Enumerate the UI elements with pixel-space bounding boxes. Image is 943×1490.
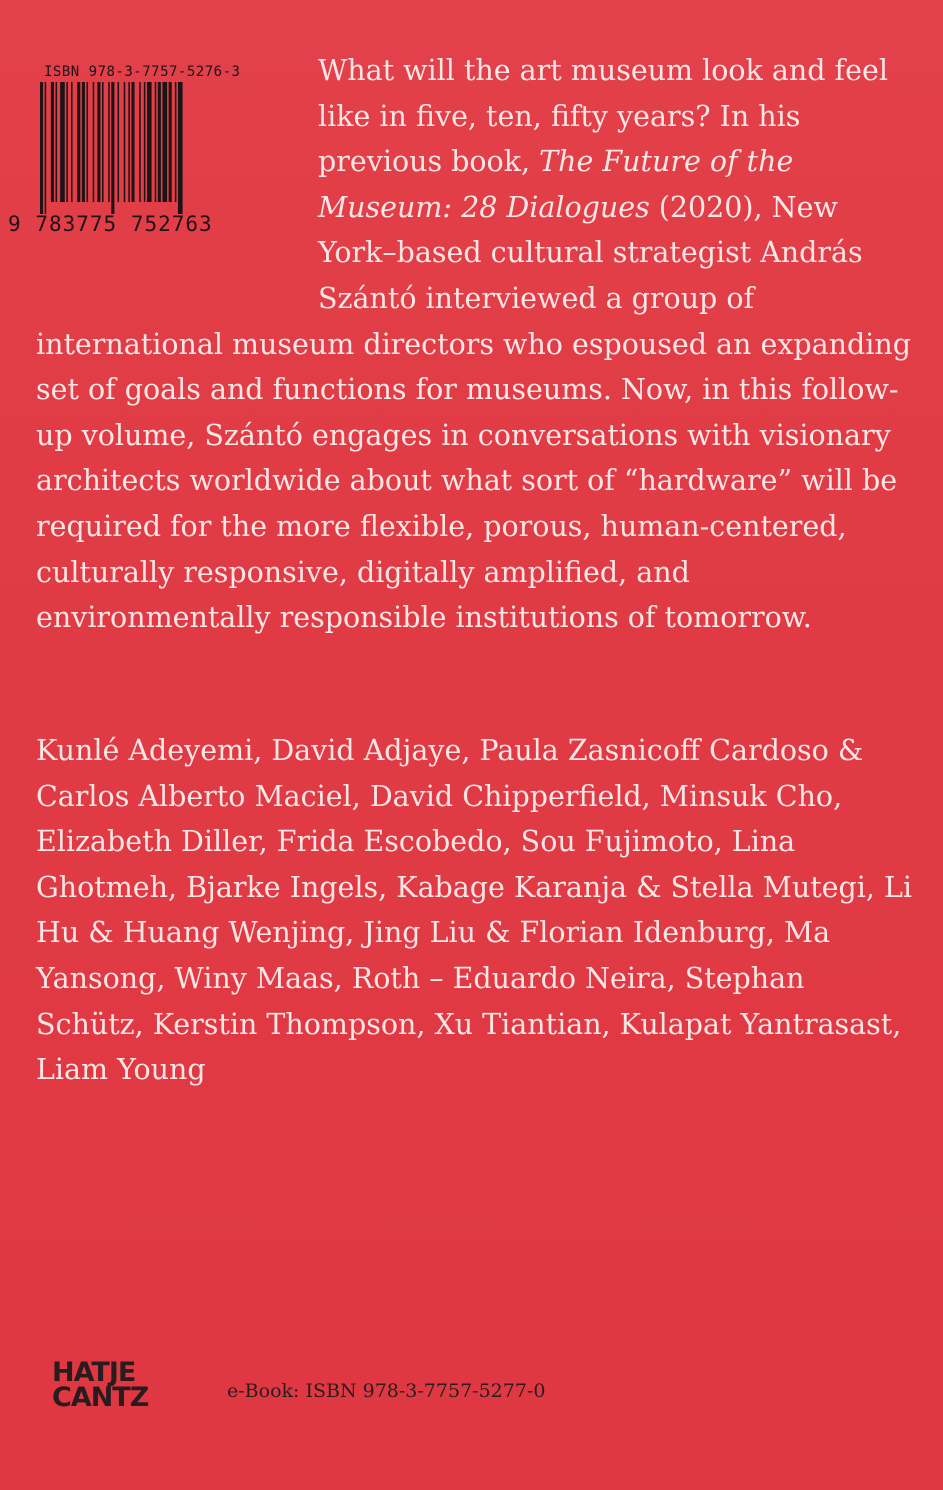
blurb-text-part-1: What will the art museum look and feel like in five, ten, fifty years? In his previous book,	[318, 54, 888, 179]
isbn-label: ISBN 978-3-7757-5276-3	[44, 64, 241, 80]
barcode-digit-group-1: 783775	[35, 212, 118, 236]
publisher-logo	[52, 1357, 149, 1413]
blurb-text-part-2: (2020), New York–based cultural strategist András Szántó interviewed a group of international museum directors who espoused an expanding set of goals and functions for museums. Now, in this follow-up volume, Szántó engages in conversations with visionary architects worldwide about what sort of “hardware” will be required for the more flexible, porous, human-centered, culturally responsive, digitally amplified, and environmentally responsible institutions of tomorrow.	[36, 190, 911, 635]
barcode-digit-lead: 9	[8, 212, 22, 236]
publisher-logo-line-2: CANTZ	[52, 1382, 149, 1413]
contributor-list: Kunlé Adeyemi, David Adjaye, Paula Zasnicoff Cardoso & Carlos Alberto Maciel, David Chipperfield, Minsuk Cho, Elizabeth Diller, Frida Escobedo, Sou Fujimoto, Lina Ghotmeh, Bjarke Ingels, Kabage Karanja & Stella Mutegi, Li Hu & Huang Wenjing, Jing Liu & Florian Idenburg, Ma Yansong, Winy Maas, Roth – Eduardo Neira, Stephan Schütz, Kerstin Thompson, Xu Tiantian, Kulapat Yantrasast, Liam Young	[36, 734, 913, 1087]
barcode-digit-group-2: 752763	[130, 212, 213, 236]
previous-book-title: The Future of the Museum: 28 Dialogues	[318, 145, 794, 224]
ebook-isbn: e-Book: ISBN 978-3-7757-5277-0	[227, 1380, 546, 1402]
blurb-paragraph	[36, 48, 916, 641]
publisher-logo-line-1: HATJE	[52, 1357, 136, 1388]
